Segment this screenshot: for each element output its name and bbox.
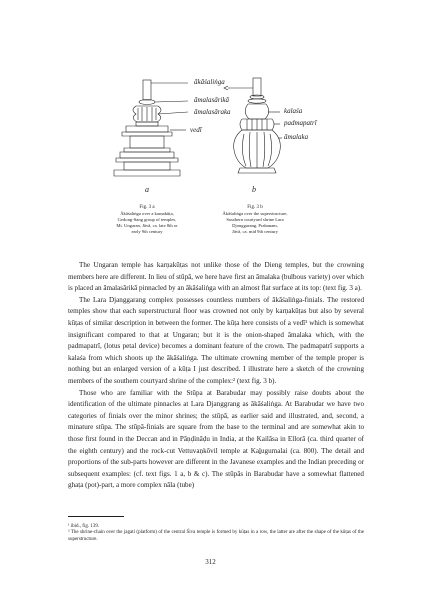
caption-figure-3b <box>199 205 311 235</box>
callout-vedi: vedī <box>190 126 202 134</box>
callout-amalasaraka: āmalasāraka <box>194 108 231 116</box>
caption-line: Djonggarang, Prabanam, <box>232 223 278 228</box>
figure-3b <box>198 74 317 194</box>
caption-line: Fig. 3 a <box>139 205 155 210</box>
caption-line: Gedong-Sang group of temples, <box>117 217 177 222</box>
caption-line: Ākāśaliṅga over a karṇakūṭa, <box>120 211 174 216</box>
paragraph: The Ungaran temple has karṇakūṭas not unlike those of the Dieng temples, but the crowning members here are different. In lieu of stūpā, we here have first an āmalaka (bulbous variety) over which is placed an āmalasārikā pinnacled by an ākāśaliṅga with an almost flat surface at its top: (text fig. 3 a). <box>68 261 364 293</box>
body-text <box>68 260 364 492</box>
footnote: ² The shrine-chain over the jagati (platform) of the central Śiva temple is formed by kūṭas in a row, the latter are after the shape of the kūṭas of the superstructure. <box>68 530 364 542</box>
paragraph: The Lara Djanggarang complex possesses countless numbers of ākāśaliṅga-finials. The restored temples show that each superstructural floor was crowned not only by karṇakūṭas but also by several kūṭas of similar description in between the former. The kūṭa here consists of a vedī¹ which is somewhat insignificant compared to that at Ungaran; but it is the onion-shaped āmalaka which, with the padmapatrī, (lotus petal device) becomes a dominant feature of the crown. The padmapatrī supports a kalaśa from which shoots up the ākāśaliṅga. The ultimate crowning member of the temple proper is nothing but an enlarged version of a kūṭa I just described. I illustrate here a sketch of the crowning members of the southern courtyard shrine of the complex:² (text fig. 3 b). <box>68 295 364 385</box>
page-number: 312 <box>205 558 216 566</box>
figure-letter-b: b <box>252 185 256 194</box>
caption-line: Mt. Ungaran, Jāvā, ca. late 8th or <box>116 223 178 228</box>
callout-akasalinga-a: ākāśaliṅga <box>194 78 225 86</box>
figure-letter-a: a <box>145 185 149 194</box>
caption-line: Southern courtyard shrine Lara <box>226 217 284 222</box>
footnotes <box>68 524 364 543</box>
finial-drawing-3a <box>100 74 190 194</box>
finial-drawing-3b <box>198 74 278 194</box>
caption-line: Fig. 3 b <box>247 205 263 210</box>
footnote-rule <box>68 516 124 517</box>
callout-kalasa: kalaśa <box>284 107 303 115</box>
caption-line: early 9th century <box>131 229 163 234</box>
callout-amalaka: āmalaka <box>284 133 309 141</box>
footnote: ¹ ibid., fig. 139. <box>68 524 100 529</box>
callout-amalasarika: āmalasārikā <box>194 96 229 104</box>
caption-figure-3a <box>91 205 203 235</box>
caption-line: Ākāśaliṅga over the superstructure, <box>222 211 288 216</box>
caption-line: Jāvā, ca. mid 9th century <box>232 229 278 234</box>
paragraph: Those who are familiar with the Stūpa at Barabudar may possibly raise doubts about the identification of the ultimate pinnacles at Lara Djanggrang as ākāśaliṅga. At Barabudar we have two categories of finials over the minor shrines; the stūpā, as earlier said and illustrated, and, second, a minature stūpa. The stūpā-finials are square from the base to the terminal and are somewhat akin to those first found in the Deccan and in Pāṇḍināḍu in India, at the Kailāsa in Ellorā (ca. third quarter of the eighth century) and the rock-cut Vettuvaṇkōvil temple at Kaḻugumalai (ca. 800). The detail and proportions of the sub-parts however are different in the Javanese examples and the Indian preceding or subsequent examples: (cf. text figs. 1 a, b & c). The stūpās in Barabudar have a somewhat flattened ghaṭa (pot)-part, a more complex nāla (tube) <box>68 388 364 490</box>
callout-padmapatri: padmapatrī <box>284 119 317 127</box>
